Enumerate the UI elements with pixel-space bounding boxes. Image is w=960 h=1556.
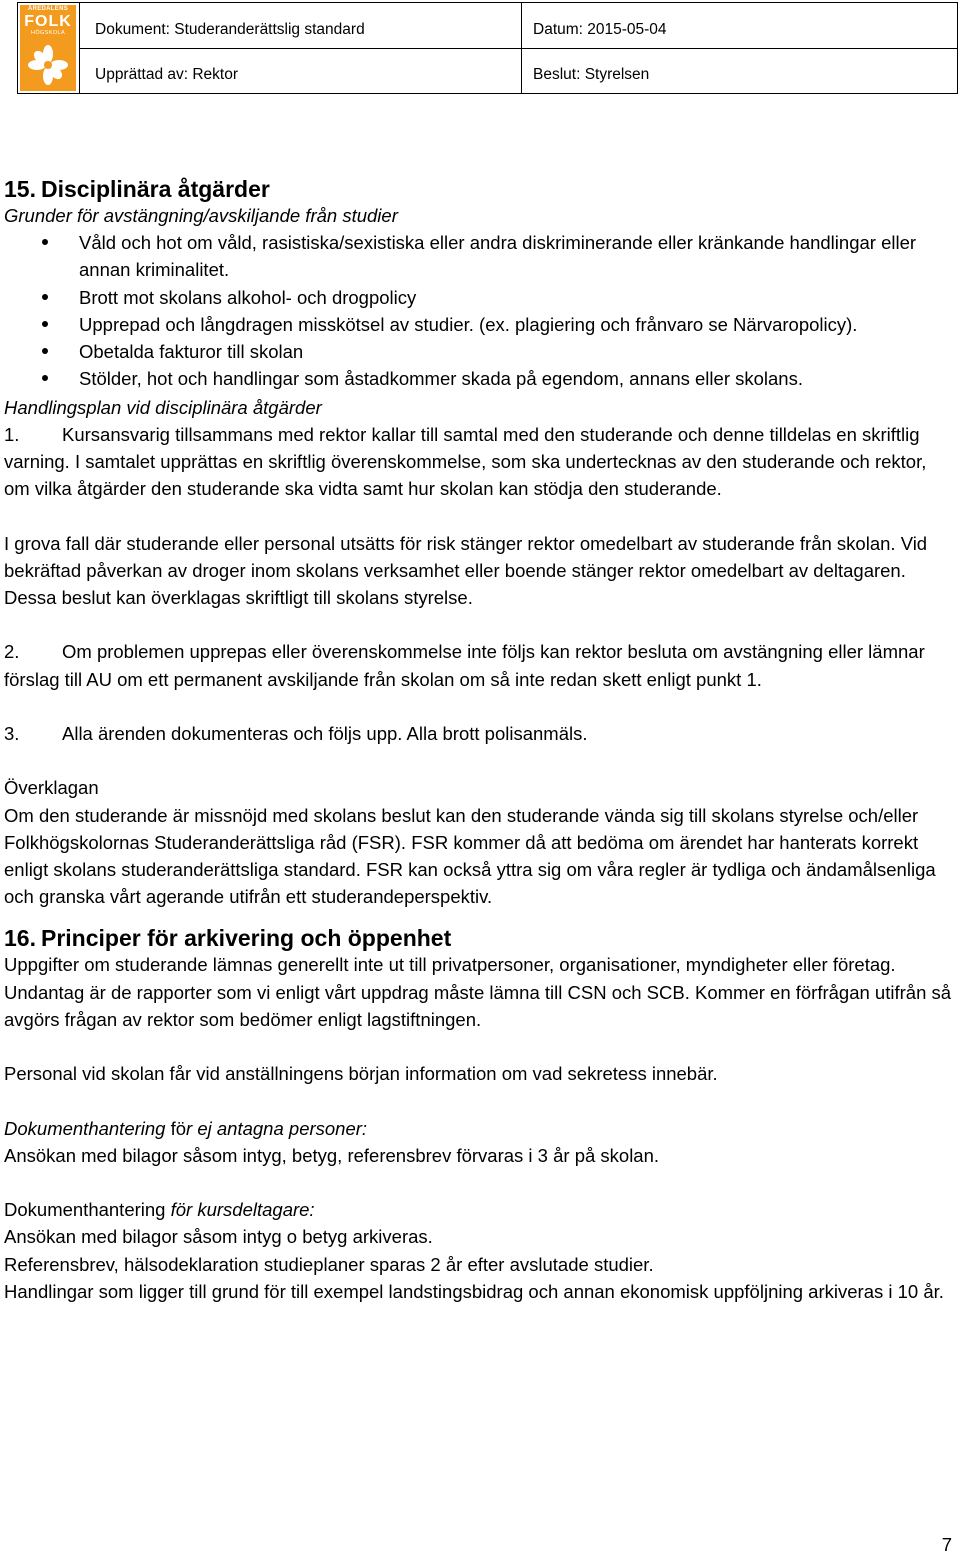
decision-by: Beslut: Styrelsen	[533, 66, 650, 83]
step-number: 1.	[4, 423, 20, 445]
grounds-list	[4, 229, 956, 392]
step-1	[4, 421, 956, 503]
logo-text-bottom: HÖGSKOLA	[30, 30, 66, 36]
list-item: Upprepad och långdragen misskötsel av studier. (ex. plagiering och frånvaro se Närvaropolicy).	[4, 311, 956, 338]
list-item: Stölder, hot och handlingar som åstadkommer skada på egendom, annans eller skolans.	[4, 365, 956, 392]
participants-line: Handlingar som ligger till grund för till exempel landstingsbidrag och annan ekonomisk uppföljning arkiveras i 10 år.	[4, 1280, 944, 1302]
list-item: Brott mot skolans alkohol- och drogpolicy	[4, 284, 956, 311]
document-date: Datum: 2015-05-04	[533, 21, 667, 38]
section-number: 15.	[4, 176, 36, 202]
heading-part: fö	[170, 1117, 187, 1139]
heading-part: r ej antagna personer:	[186, 1117, 368, 1139]
heading-part: Dokumenthantering	[4, 1117, 171, 1139]
step-3	[4, 720, 956, 747]
step-number: 3.	[4, 723, 20, 744]
document-name: Dokument: Studeranderättslig standard	[95, 21, 365, 38]
school-logo	[20, 5, 76, 91]
section-number: 16.	[4, 925, 36, 952]
participants-heading	[4, 1196, 956, 1223]
step-text: Om problemen upprepas eller överenskommelse inte följs kan rektor besluta om avstängning eller lämnar förslag till AU om ett permanent avskiljande från skolan om så inte redan skett enligt punkt 1.	[4, 641, 925, 690]
staff-paragraph: Personal vid skolan får vid anställningens början information om vad sekretess innebär.	[4, 1063, 718, 1085]
appeal-heading: Överklagan	[4, 777, 99, 799]
flower-logo-icon	[28, 43, 68, 87]
step-2	[4, 638, 956, 692]
section-15-heading	[4, 174, 956, 202]
appeal-paragraph: Om den studerande är missnöjd med skolans beslut kan den studerande vända sig till skolans styrelse och/eller Folkhögskolornas Studeranderättsliga råd (FSR). FSR kommer då att bedöma om ärendet har hanterats korrekt enligt skolans studeranderättsliga standard. FSR kan också yttra sig om våra regler är tydliga och ändamålsenliga och granska vårt agerande utifrån ett studerandeperspektiv.	[4, 804, 936, 908]
logo-text-main: FOLK	[24, 13, 72, 30]
not-admitted-heading	[4, 1115, 956, 1142]
not-admitted-text: Ansökan med bilagor såsom intyg, betyg, referensbrev förvaras i 3 år på skolan.	[4, 1144, 660, 1166]
header-row-divider	[79, 48, 957, 49]
heading-part: Dokumenthantering	[4, 1199, 171, 1221]
severe-cases-paragraph: I grova fall där studerande eller personal utsätts för risk stänger rektor omedelbart av studerande från skolan. Vid bekräftad påverkan av droger inom skolans verksamhet eller boende stänger rektor omedelbart av deltagaren. Dessa beslut kan överklagas skriftligt till skolans styrelse.	[4, 532, 928, 609]
heading-part: för kursdeltagare:	[170, 1199, 315, 1221]
grounds-heading: Grunder för avstängning/avskiljande från studier	[4, 205, 398, 226]
section-16-heading	[4, 923, 956, 951]
list-item: Våld och hot om våld, rasistiska/sexistiska eller andra diskriminerande eller kränkande handlingar eller annan kriminalitet.	[4, 229, 956, 283]
participants-line: Referensbrev, hälsodeklaration studieplaner sparas 2 år efter avslutade studier.	[4, 1253, 654, 1275]
page-number: 7	[941, 1534, 952, 1555]
step-text: Kursansvarig tillsammans med rektor kallar till samtal med den studerande och denne tilldelas en skriftlig varning. I samtalet upprättas en skriftlig överenskommelse, som ska undertecknas av den studerande och rektor, om vilka åtgärder den studerande ska vidta samt hur skolan kan stödja den studerande.	[4, 423, 927, 500]
created-by: Upprättad av: Rektor	[95, 66, 239, 83]
participants-line: Ansökan med bilagor såsom intyg o betyg arkiveras.	[4, 1226, 433, 1248]
logo-text-top: ÅREDALENS	[27, 6, 69, 12]
section-title: Principer för arkivering och öppenhet	[41, 925, 452, 952]
list-item: Obetalda fakturor till skolan	[4, 338, 956, 365]
action-plan-heading: Handlingsplan vid disciplinära åtgärder	[4, 396, 322, 418]
step-text: Alla ärenden dokumenteras och följs upp. Alla brott polisanmäls.	[62, 723, 588, 744]
section-16-intro: Uppgifter om studerande lämnas generellt inte ut till privatpersoner, organisationer, myndigheter eller företag. Undantag är de rapporter som vi enligt vårt uppdrag måste lämna till CSN och SCB. Kommer en förfrågan utifrån så avgörs frågan av rektor som bedömer enligt lagstiftningen.	[4, 954, 952, 1030]
document-header	[17, 2, 958, 94]
step-number: 2.	[4, 641, 20, 663]
section-title: Disciplinära åtgärder	[41, 176, 270, 202]
document-body	[4, 174, 956, 1305]
